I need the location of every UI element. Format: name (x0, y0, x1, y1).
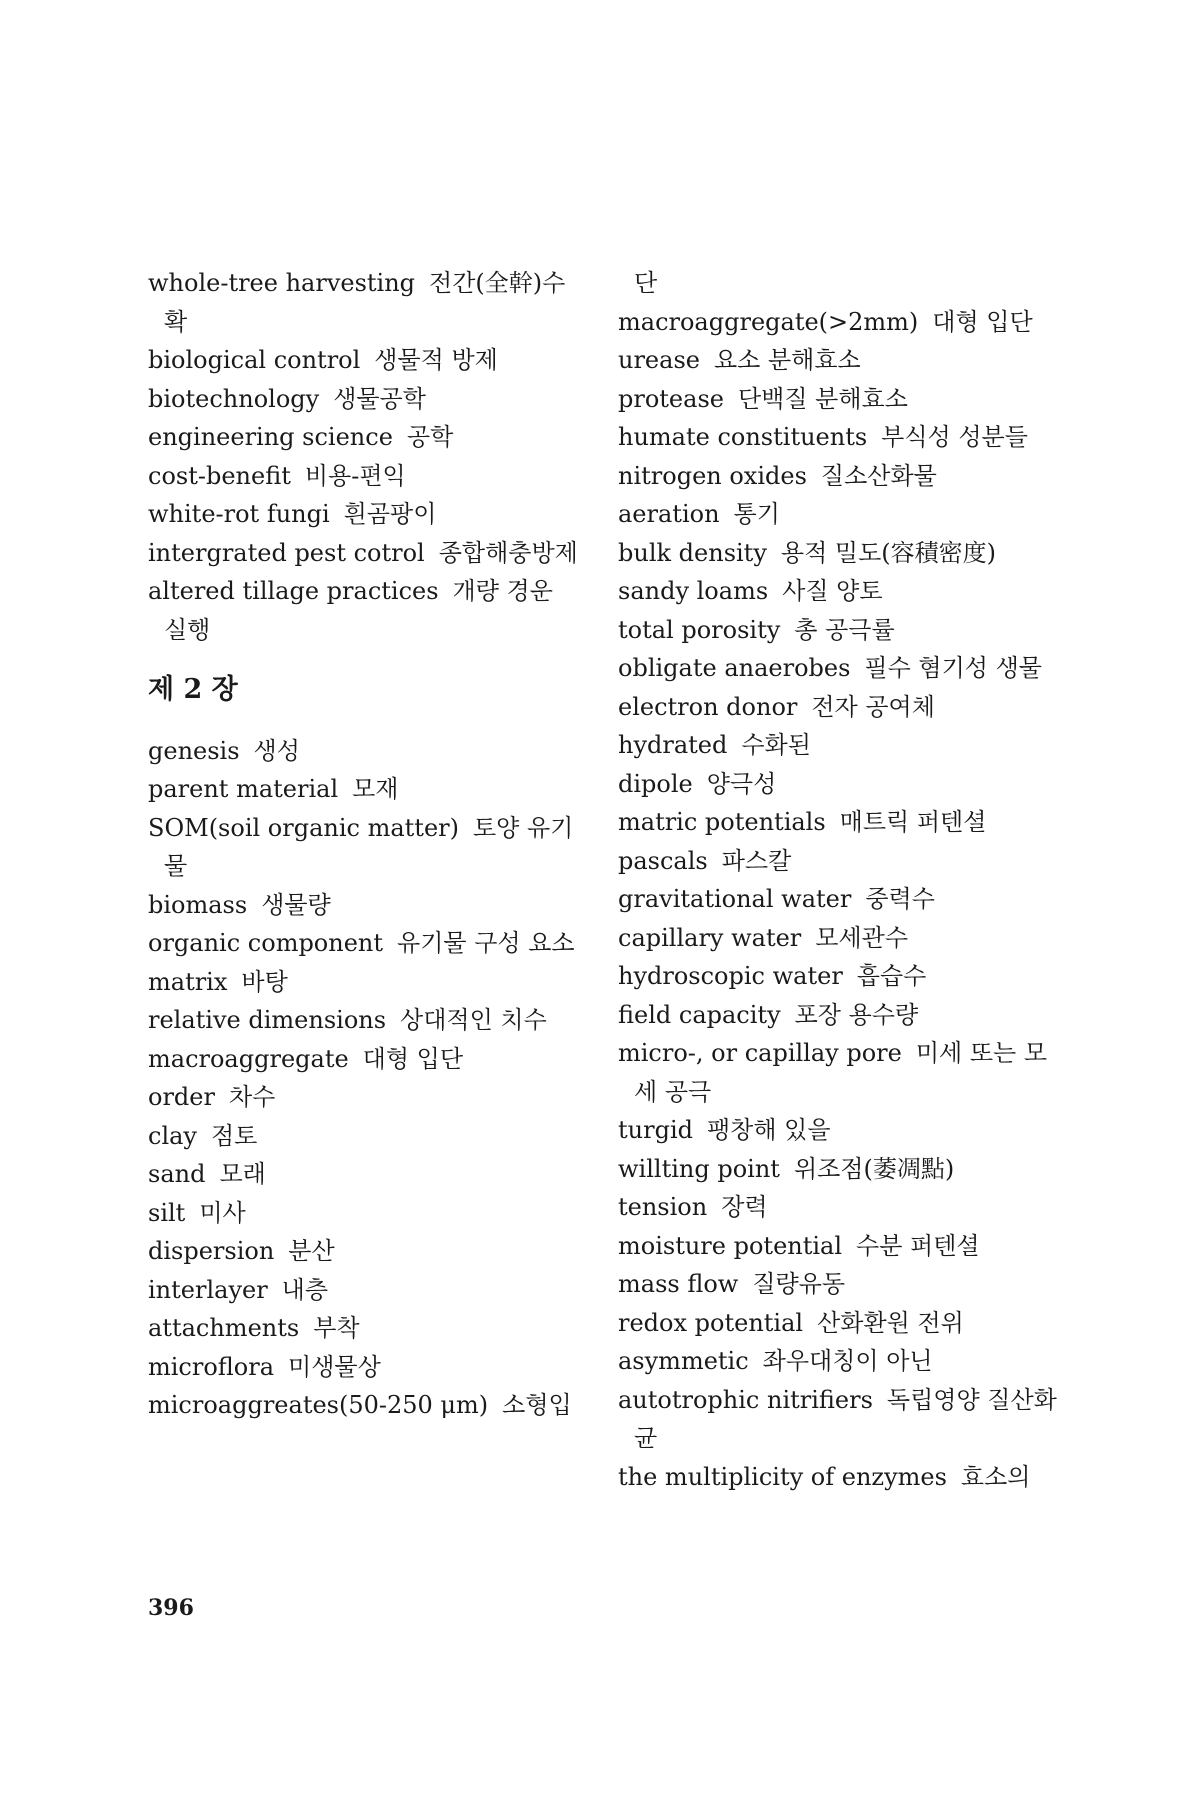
korean-term: 분산 (288, 1237, 335, 1265)
korean-term: 유기물 구성 요소 (397, 929, 575, 957)
korean-term: 포장 용수량 (794, 1000, 919, 1029)
glossary-entry (618, 1034, 1058, 1111)
english-term: dispersion (148, 1237, 275, 1265)
glossary-entry (618, 765, 1058, 804)
korean-term: 생물적 방제 (374, 346, 498, 374)
english-term: total porosity (618, 615, 781, 644)
english-term: biomass (148, 890, 248, 919)
korean-term: 모세관수 (815, 923, 909, 952)
korean-term: 필수 혐기성 생물 (864, 654, 1042, 682)
english-term: hydrated (618, 731, 728, 759)
english-term: micro-, or capillay pore (618, 1039, 902, 1067)
english-term: intergrated pest cotrol (148, 538, 425, 567)
korean-term: 부식성 성분들 (881, 423, 1028, 451)
left-column (148, 264, 578, 1425)
english-term: clay (148, 1121, 197, 1150)
korean-term: 단백질 분해효소 (737, 384, 908, 413)
korean-term: 중력수 (865, 885, 935, 913)
english-term: mass flow (618, 1270, 739, 1298)
korean-term: 생물량 (261, 890, 331, 919)
glossary-entry (618, 1111, 1058, 1150)
korean-term: 종합해충방제 (438, 538, 578, 567)
glossary-entry (148, 1271, 578, 1310)
glossary-entry (148, 1232, 578, 1271)
glossary-entry (148, 457, 578, 496)
english-term: macroaggregate(>2mm) (618, 307, 919, 336)
glossary-entry (618, 1188, 1058, 1227)
glossary-entry (618, 534, 1058, 573)
english-term: asymmetic (618, 1347, 749, 1375)
korean-term: 대형 입단 (362, 1044, 464, 1073)
korean-term: 비용-편익 (304, 461, 406, 490)
glossary-entry (618, 688, 1058, 727)
glossary-entry (618, 957, 1058, 996)
glossary-entry (148, 1309, 578, 1348)
glossary-entry (148, 732, 578, 771)
glossary-entry (618, 649, 1058, 688)
english-term: microflora (148, 1352, 275, 1381)
korean-term: 소형입 (502, 1391, 572, 1419)
english-term: sand (148, 1160, 206, 1188)
glossary-entry (618, 1265, 1058, 1304)
korean-term: 통기 (733, 500, 780, 528)
glossary-entry (618, 919, 1058, 958)
english-term: pascals (618, 846, 708, 875)
english-term: humate constituents (618, 423, 868, 451)
glossary-entry (148, 572, 578, 649)
glossary-list-right (618, 303, 1058, 1497)
korean-term: 바탕 (241, 967, 288, 996)
english-term: aeration (618, 500, 720, 528)
glossary-entry (148, 418, 578, 457)
korean-term: 모재 (352, 775, 399, 803)
english-term: urease (618, 346, 700, 374)
korean-term: 질소산화물 (820, 461, 937, 490)
korean-term: 양극성 (706, 769, 777, 798)
korean-term: 공학 (406, 423, 454, 451)
glossary-entry (148, 1117, 578, 1156)
korean-term: 매트릭 퍼텐셜 (839, 808, 987, 836)
korean-term: 생성 (253, 736, 300, 765)
korean-term: 산화환원 전위 (817, 1308, 964, 1337)
english-term: altered tillage practices (148, 577, 439, 605)
glossary-list-top (148, 264, 578, 649)
glossary-entry (148, 924, 578, 963)
glossary-entry (148, 770, 578, 809)
english-term: cost-benefit (148, 461, 291, 490)
glossary-entry (148, 380, 578, 419)
korean-term: 팽창해 있을 (706, 1116, 831, 1144)
glossary-entry (148, 1348, 578, 1387)
english-term: moisture potential (618, 1231, 843, 1260)
glossary-entry (618, 303, 1058, 342)
english-term: parent material (148, 775, 339, 803)
korean-term: 점토 (210, 1121, 258, 1150)
korean-term: 전자 공여체 (811, 692, 935, 721)
glossary-entry (148, 264, 578, 341)
glossary-entry (148, 1194, 578, 1233)
english-term: organic component (148, 929, 384, 957)
glossary-entry (148, 809, 578, 886)
korean-term: 용적 밀도(容積密度) (780, 538, 996, 567)
english-term: macroaggregate (148, 1044, 349, 1073)
english-term: turgid (618, 1116, 693, 1144)
glossary-entry (148, 1155, 578, 1194)
korean-term: 전간(全幹)수 확 (164, 269, 566, 336)
korean-term: 수분 퍼텐셜 (856, 1231, 980, 1260)
korean-term: 상대적인 치수 (400, 1006, 547, 1034)
glossary-entry (148, 534, 578, 573)
glossary-entry (618, 1381, 1058, 1458)
korean-term: 장력 (721, 1193, 768, 1221)
english-term: sandy loams (618, 577, 769, 605)
chapter-heading: 제 2 장 (148, 674, 238, 705)
english-term: SOM(soil organic matter) (148, 813, 459, 842)
english-term: whole-tree harvesting (148, 269, 416, 297)
korean-term: 사질 양토 (782, 577, 883, 605)
glossary-entry (618, 418, 1058, 457)
english-term: capillary water (618, 923, 802, 952)
glossary-entry (148, 1386, 578, 1425)
korean-term: 차수 (228, 1083, 276, 1111)
english-term: the multiplicity of enzymes (618, 1462, 947, 1491)
glossary-entry (148, 341, 578, 380)
english-term: biological control (148, 346, 361, 374)
continuation-text: 단 (634, 269, 658, 297)
korean-term: 내층 (281, 1275, 329, 1304)
korean-term: 모래 (219, 1160, 266, 1188)
english-term: hydroscopic water (618, 962, 843, 990)
glossary-entry (618, 803, 1058, 842)
glossary-entry (618, 457, 1058, 496)
korean-term: 독립영양 질산화균 (634, 1385, 1057, 1452)
english-term: silt (148, 1198, 186, 1227)
english-term: genesis (148, 736, 240, 765)
korean-term: 수화된 (741, 731, 811, 759)
glossary-entry (618, 726, 1058, 765)
glossary-entry (148, 495, 578, 534)
glossary-entry (148, 963, 578, 1002)
english-term: willting point (618, 1154, 780, 1183)
english-term: interlayer (148, 1275, 268, 1304)
page-number: 396 (148, 1595, 194, 1621)
korean-term: 생물공학 (333, 384, 426, 413)
korean-term: 질량유동 (752, 1270, 846, 1298)
glossary-entry (618, 996, 1058, 1035)
english-term: nitrogen oxides (618, 461, 807, 490)
korean-term: 미사 (199, 1198, 246, 1227)
korean-term: 파스칼 (721, 846, 792, 875)
korean-term: 흰곰팡이 (343, 500, 437, 528)
english-term: order (148, 1083, 215, 1111)
glossary-entry (618, 611, 1058, 650)
english-term: matrix (148, 967, 228, 996)
glossary-entry (618, 380, 1058, 419)
glossary-entry (618, 1150, 1058, 1189)
glossary-entry (618, 1458, 1058, 1497)
right-column (618, 264, 1058, 1496)
english-term: relative dimensions (148, 1006, 387, 1034)
english-term: dipole (618, 769, 693, 798)
korean-term: 미생물상 (288, 1352, 381, 1381)
glossary-entry (618, 880, 1058, 919)
glossary-entry (618, 1342, 1058, 1381)
korean-term: 요소 분해효소 (713, 346, 861, 374)
glossary-entry (618, 495, 1058, 534)
glossary-entry (618, 341, 1058, 380)
korean-term: 미세 또는 모세 공극 (634, 1039, 1048, 1106)
glossary-list-bottom (148, 732, 578, 1425)
english-term: autotrophic nitrifiers (618, 1385, 873, 1414)
glossary-entry (148, 1001, 578, 1040)
english-term: white-rot fungi (148, 500, 330, 528)
english-term: engineering science (148, 423, 393, 451)
korean-term: 대형 입단 (932, 307, 1033, 336)
english-term: obligate anaerobes (618, 654, 851, 682)
korean-term: 토양 유기물 (164, 813, 574, 880)
korean-term: 총 공극률 (794, 615, 895, 644)
english-term: bulk density (618, 538, 767, 567)
glossary-entry (618, 1227, 1058, 1266)
english-term: biotechnology (148, 384, 320, 413)
glossary-entry (148, 886, 578, 925)
korean-term: 흡습수 (856, 962, 927, 990)
glossary-entry (618, 842, 1058, 881)
english-term: redox potential (618, 1308, 804, 1337)
english-term: electron donor (618, 692, 798, 721)
glossary-entry (148, 1078, 578, 1117)
english-term: field capacity (618, 1000, 781, 1029)
korean-term: 좌우대칭이 아닌 (762, 1347, 933, 1375)
english-term: attachments (148, 1314, 300, 1342)
glossary-entry (618, 572, 1058, 611)
korean-term: 부착 (313, 1314, 360, 1342)
korean-term: 개량 경운 실행 (164, 577, 553, 644)
english-term: tension (618, 1193, 708, 1221)
english-term: matric potentials (618, 808, 826, 836)
korean-term: 위조점(萎凋點) (793, 1154, 955, 1183)
english-term: protease (618, 384, 724, 413)
korean-term: 효소의 (960, 1462, 1031, 1491)
glossary-entry (148, 1040, 578, 1079)
glossary-entry (618, 1304, 1058, 1343)
english-term: gravitational water (618, 885, 852, 913)
english-term: microaggreates(50-250 μm) (148, 1391, 489, 1419)
